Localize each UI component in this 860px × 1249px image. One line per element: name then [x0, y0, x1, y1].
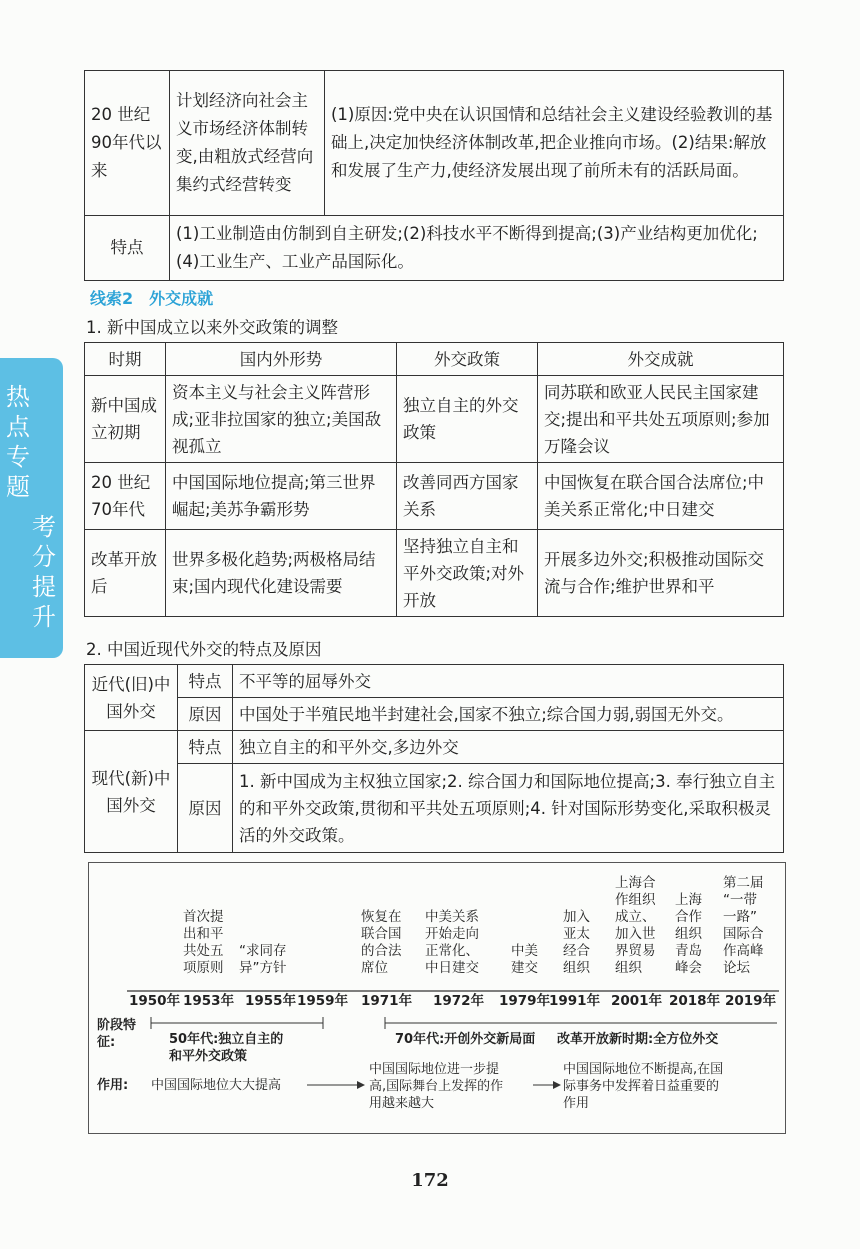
effect-2: 中国国际地位进一步提 高,国际舞台上发挥的作 用越来越大	[369, 1062, 504, 1111]
year-label: 1959年	[297, 993, 349, 1009]
year-label: 1953年	[183, 993, 235, 1009]
year-label: 1955年	[245, 993, 297, 1009]
event-1979: 中美 建交	[511, 943, 538, 976]
effect-arrowhead-2	[553, 1081, 561, 1089]
cell: 不平等的屈辱外交	[233, 665, 784, 698]
table-row	[85, 665, 784, 698]
table-header-row	[85, 343, 784, 376]
cell: 同苏联和欧亚人民民主国家建交;提出和平共处五项原则;参加万隆会议	[538, 376, 784, 463]
cell: 开展多边外交;积极推动国际交流与合作;维护世界和平	[538, 530, 784, 617]
side-tab-label-2: 考分提升	[32, 513, 56, 631]
year-label: 2018年	[669, 993, 721, 1009]
period-cell: 20 世纪 90年代以来	[85, 71, 170, 216]
year-label: 2001年	[611, 993, 663, 1009]
table-row	[85, 216, 784, 281]
cell: 坚持独立自主和平外交政策;对外开放	[397, 530, 538, 617]
year-label: 1979年	[499, 993, 551, 1009]
heading-1: 1. 新中国成立以来外交政策的调整	[86, 318, 338, 337]
table-row	[85, 698, 784, 731]
event-1972: 中美关系 开始走向 正常化、 中日建交	[425, 909, 479, 976]
effect-3: 中国国际地位不断提高,在国 际事务中发挥着日益重要的 作用	[563, 1062, 724, 1111]
effect-arrowhead-1	[357, 1081, 365, 1089]
event-1955: “求同存 异”方针	[239, 943, 287, 976]
diplomacy-feature-table	[84, 664, 784, 853]
stage2-text: 70年代:开创外交新局面	[395, 1032, 536, 1047]
stage3-text: 改革开放新时期:全方位外交	[557, 1032, 719, 1047]
cell: 独立自主的外交政策	[397, 376, 538, 463]
table-row	[85, 463, 784, 530]
label-cell: 原因	[178, 698, 233, 731]
event-2001: 上海合 作组织 成立、 加入世 界贸易 组织	[615, 875, 656, 976]
col-header: 外交政策	[397, 343, 538, 376]
table-row	[85, 764, 784, 853]
cell: 世界多极化趋势;两极格局结束;国内现代化建设需要	[166, 530, 397, 617]
cell: 新中国成立初期	[85, 376, 166, 463]
cell: 中国国际地位提高;第三世界崛起;美苏争霸形势	[166, 463, 397, 530]
event-2019: 第二届 “一带 一路” 国际合 作高峰 论坛	[723, 875, 764, 976]
table-row	[85, 731, 784, 764]
cell: 中国处于半殖民地半封建社会,国家不独立;综合国力弱,弱国无外交。	[233, 698, 784, 731]
feature-text: (1)工业制造由仿制到自主研发;(2)科技水平不断得到提高;(3)产业结构更加优化;(4)工业生产、工业产品国际化。	[170, 216, 784, 281]
foreign-policy-table	[84, 342, 784, 617]
cell: 改革开放后	[85, 530, 166, 617]
economy-table	[84, 70, 784, 281]
year-label: 1950年	[129, 993, 181, 1009]
feature-label: 特点	[85, 216, 170, 281]
event-1991: 加入 亚太 经合 组织	[563, 909, 590, 976]
page-number: 172	[411, 1170, 449, 1191]
event-2018: 上海 合作 组织 青岛 峰会	[675, 892, 702, 976]
col-header: 时期	[85, 343, 166, 376]
event-1971: 恢复在 联合国 的合法 席位	[361, 909, 402, 976]
section-title: 线索2 外交成就	[90, 289, 214, 308]
effect-1: 中国国际地位大大提高	[151, 1078, 282, 1093]
event-1954: 首次提 出和平 共处五 项原则	[183, 909, 224, 976]
era-cell: 现代(新)中国外交	[85, 731, 178, 853]
year-label: 1971年	[361, 993, 413, 1009]
label-cell: 特点	[178, 731, 233, 764]
cell: 资本主义与社会主义阵营形成;亚非拉国家的独立;美国敌视孤立	[166, 376, 397, 463]
year-label: 2019年	[725, 993, 777, 1009]
era-cell: 近代(旧)中国外交	[85, 665, 178, 731]
diplomacy-timeline	[88, 862, 786, 1134]
year-label: 1972年	[433, 993, 485, 1009]
cell: 20 世纪70年代	[85, 463, 166, 530]
table-row	[85, 530, 784, 617]
side-tab-label-1: 热点专题	[6, 383, 30, 501]
year-label: 1991年	[549, 993, 601, 1009]
table-row	[85, 71, 784, 216]
heading-2: 2. 中国近现代外交的特点及原因	[86, 640, 322, 659]
stage1-text: 50年代:独立自主的 和平外交政策	[169, 1032, 284, 1064]
cell: 改善同西方国家关系	[397, 463, 538, 530]
effect-label: 作用:	[97, 1078, 129, 1093]
cell: 独立自主的和平外交,多边外交	[233, 731, 784, 764]
change-cell: 计划经济向社会主义市场经济体制转变,由粗放式经营向集约式经营转变	[170, 71, 325, 216]
label-cell: 特点	[178, 665, 233, 698]
stage-label: 阶段特征:	[97, 1018, 137, 1050]
label-cell: 原因	[178, 764, 233, 853]
table-row	[85, 376, 784, 463]
col-header: 外交成就	[538, 343, 784, 376]
detail-cell: (1)原因:党中央在认识国情和总结社会主义建设经验教训的基础上,决定加快经济体制改革,把企业推向市场。(2)结果:解放和发展了生产力,使经济发展出现了前所未有的活跃局面。	[325, 71, 784, 216]
col-header: 国内外形势	[166, 343, 397, 376]
cell: 中国恢复在联合国合法席位;中美关系正常化;中日建交	[538, 463, 784, 530]
cell: 1. 新中国成为主权独立国家;2. 综合国力和国际地位提高;3. 奉行独立自主的和平外交政策,贯彻和平共处五项原则;4. 针对国际形势变化,采取积极灵活的外交政策。	[233, 764, 784, 853]
